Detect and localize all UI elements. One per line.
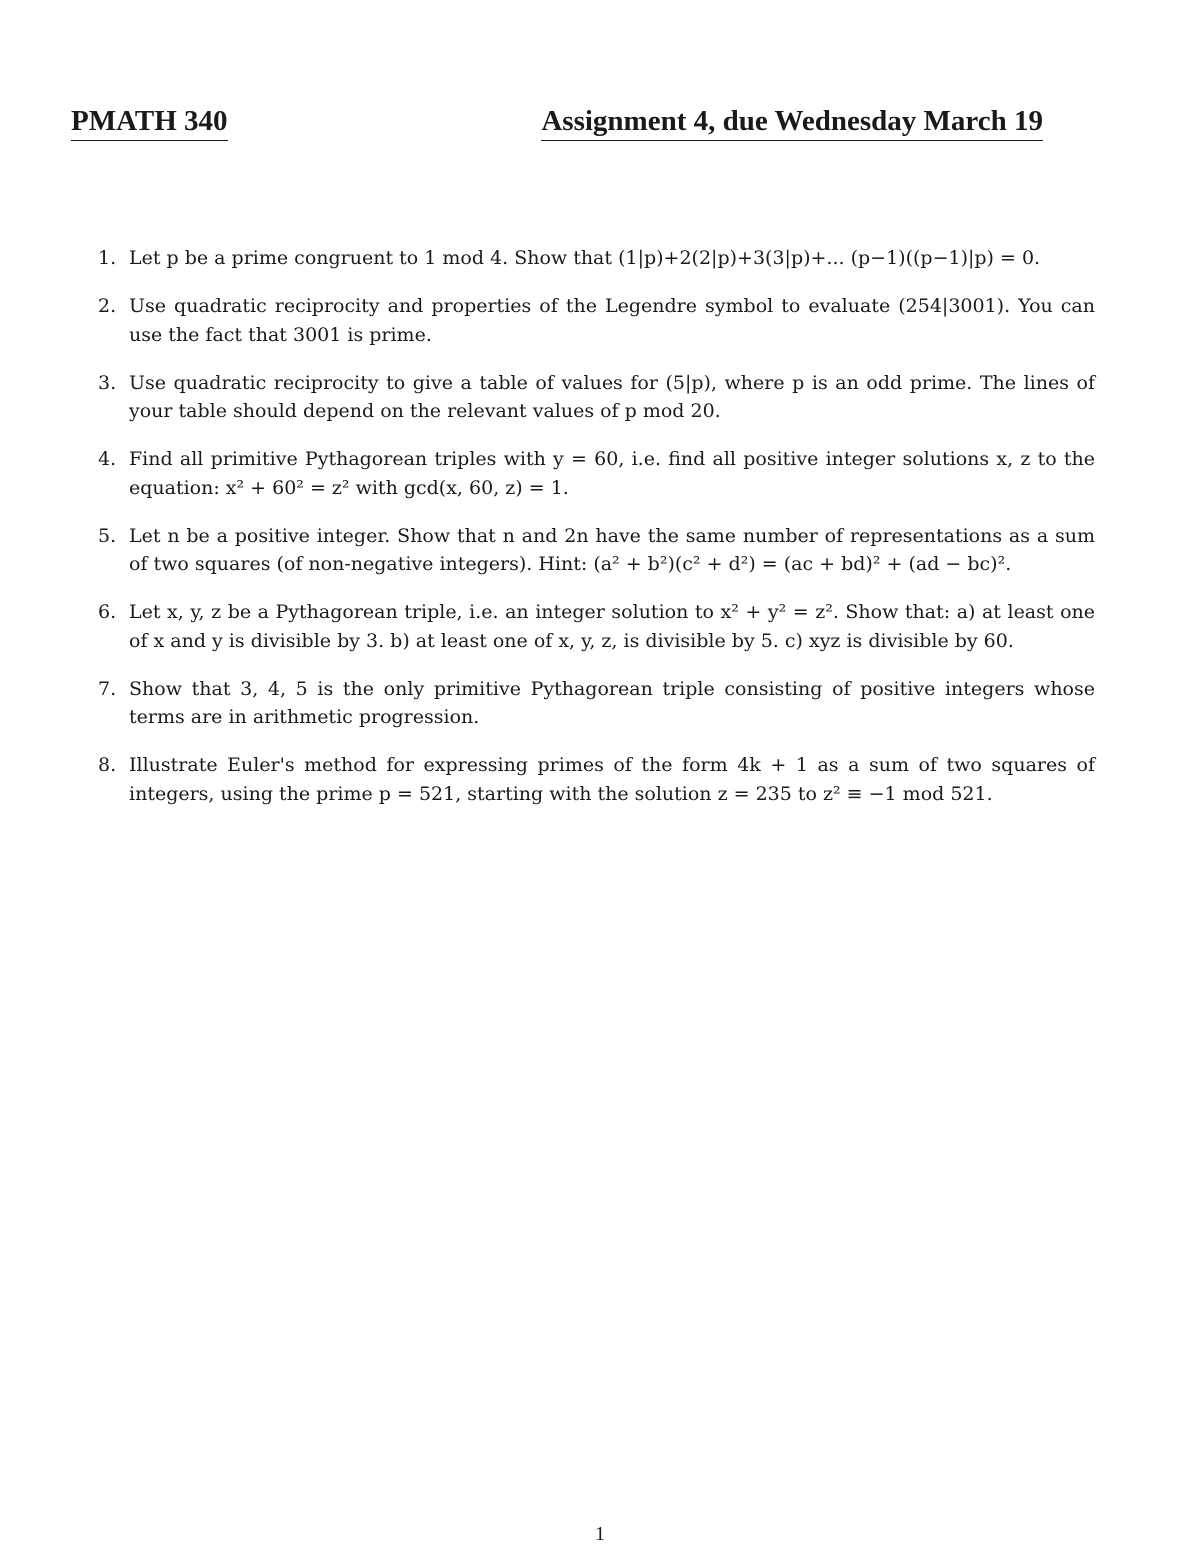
assignment-title: Assignment 4, due Wednesday March 19 xyxy=(541,104,1043,141)
problem-item xyxy=(98,292,1095,349)
problem-item xyxy=(98,751,1095,808)
problem-text: Show that 3, 4, 5 is the only primitive Pythagorean triple consisting of positive integers whose terms are in arithmetic progression. xyxy=(129,677,1095,728)
problem-text: Use quadratic reciprocity to give a table of values for (5|p), where p is an odd prime. The lines of your table should depend on the relevant values of p mod 20. xyxy=(129,371,1095,422)
problem-text: Let n be a positive integer. Show that n and 2n have the same number of representations as a sum of two squares (of non-negative integers). Hint: (a² + b²)(c² + d²) = (ac + bd)² + (ad − bc)². xyxy=(129,524,1095,575)
problem-number: 5. xyxy=(98,524,117,547)
problem-number: 1. xyxy=(98,247,117,269)
problem-text: Let p be a prime congruent to 1 mod 4. Show that (1|p)+2(2|p)+3(3|p)+... (p−1)((p−1)|p) = 0. xyxy=(129,247,1041,269)
page-header xyxy=(71,104,1043,144)
problem-number: 4. xyxy=(98,448,117,470)
problem-text: Let x, y, z be a Pythagorean triple, i.e. an integer solution to x² + y² = z². Show that: a) at least one of x and y is divisible by 3. b) at least one of x, y, z, is divisible by 5. c) xyz is divisible by 60. xyxy=(129,601,1095,652)
problem-item xyxy=(98,598,1095,655)
problem-number: 7. xyxy=(98,677,117,700)
problem-item xyxy=(98,369,1095,426)
problem-item xyxy=(98,522,1095,579)
course-title: PMATH 340 xyxy=(71,104,228,141)
problem-number: 8. xyxy=(98,754,117,776)
problem-number: 6. xyxy=(98,601,117,623)
problem-item xyxy=(98,244,1095,273)
problem-list xyxy=(98,244,1095,828)
problem-text: Find all primitive Pythagorean triples with y = 60, i.e. find all positive integer solutions x, z to the equation: x² + 60² = z² with gcd(x, 60, z) = 1. xyxy=(129,448,1095,499)
problem-text: Use quadratic reciprocity and properties of the Legendre symbol to evaluate (254|3001). You can use the fact that 3001 is prime. xyxy=(129,295,1095,346)
page-number: 1 xyxy=(595,1523,605,1545)
problem-number: 3. xyxy=(98,371,117,394)
problem-text: Illustrate Euler's method for expressing primes of the form 4k + 1 as a sum of two squares of integers, using the prime p = 521, starting with the solution z = 235 to z² ≡ −1 mod 521. xyxy=(129,754,1095,805)
problem-item xyxy=(98,675,1095,732)
problem-item xyxy=(98,445,1095,502)
problem-number: 2. xyxy=(98,295,117,317)
